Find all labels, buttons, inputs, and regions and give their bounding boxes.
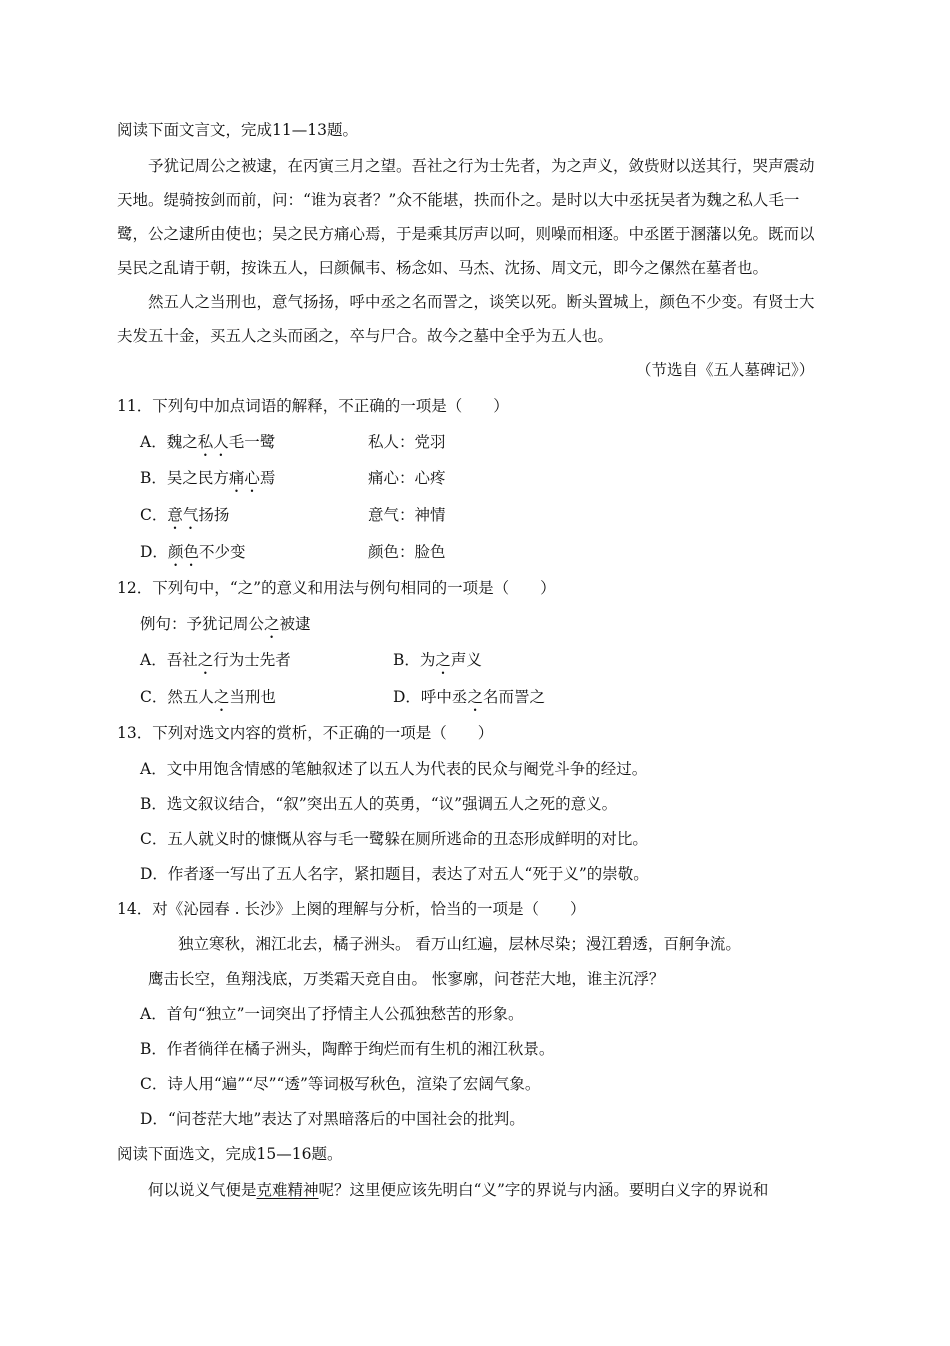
- q11-option-b: B．吴之民方痛心焉: [140, 469, 276, 487]
- q14-poem-line2: 鹰击长空，鱼翔浅底，万类霜天竞自由。 怅寥廓，问苍茫大地，谁主沉浮？: [148, 970, 665, 988]
- passage2-line1: 何以说义气便是克难精神呢？这里便应该先明白“义”字的界说与内涵。要明白义字的界说和: [148, 1181, 769, 1199]
- passage1-p2-line1: 然五人之当刑也，意气扬扬，呼中丞之名而詈之，谈笑以死。断头置城上，颜色不少变。有贤士大: [148, 293, 815, 311]
- q12-stem: 12．下列句中，“之”的意义和用法与例句相同的一项是（ ）: [117, 579, 556, 597]
- q12-option-c: C．然五人之当刑也: [140, 688, 276, 706]
- q13-option-b: B．选文叙议结合，“叙”突出五人的英勇，“议”强调五人之死的意义。: [140, 795, 618, 813]
- q11-option-d-gloss: 颜色：脸色: [368, 543, 446, 561]
- q14-option-d: D．“问苍茫大地”表达了对黑暗落后的中国社会的批判。: [140, 1110, 525, 1128]
- passage1-p1-line2: 天地。缇骑按剑而前，问：“谁为哀者？”众不能堪，抶而仆之。是时以大中丞抚吴者为魏之私人毛一: [117, 191, 800, 209]
- q11-option-b-gloss: 痛心：心疼: [368, 469, 446, 487]
- passage1-intro: 阅读下面文言文，完成11—13题。: [117, 121, 358, 139]
- q14-option-a: A．首句“独立”一词突出了抒情主人公孤独愁苦的形象。: [140, 1005, 524, 1023]
- passage1-p1-line4: 吴民之乱请于朝，按诛五人，曰颜佩韦、杨念如、马杰、沈扬、周文元，即今之傫然在墓者也。: [117, 259, 769, 277]
- q14-option-c: C．诗人用“遍”“尽”“透”等词极写秋色，渲染了宏阔气象。: [140, 1075, 541, 1093]
- q11-option-d: D．颜色不少变: [140, 543, 246, 561]
- q13-option-d: D．作者逐一写出了五人名字，紧扣题目，表达了对五人“死于义”的崇敬。: [140, 865, 649, 883]
- passage1-p1-line1: 予犹记周公之被逮，在丙寅三月之望。吾社之行为士先者，为之声义，敛赀财以送其行，哭声震动: [148, 157, 815, 175]
- passage1-source: （节选自《五人墓碑记》）: [636, 361, 815, 379]
- q14-stem: 14．对《沁园春 . 长沙》上阕的理解与分析，恰当的一项是（ ）: [117, 900, 586, 918]
- q11-option-c-gloss: 意气：神情: [368, 506, 446, 524]
- q13-option-a: A．文中用饱含情感的笔触叙述了以五人为代表的民众与阉党斗争的经过。: [140, 760, 648, 778]
- q11-stem: 11．下列句中加点词语的解释，不正确的一项是（ ）: [117, 397, 509, 415]
- q12-example: 例句：予犹记周公之被逮: [140, 615, 311, 633]
- q12-option-d: D．呼中丞之名而詈之: [393, 688, 545, 706]
- q11-option-a-gloss: 私人：党羽: [368, 433, 446, 451]
- q12-option-b: B．为之声义: [393, 651, 482, 669]
- underlined-phrase: 克难精神: [256, 1181, 319, 1199]
- q12-option-a: A．吾社之行为士先者: [140, 651, 291, 669]
- q14-poem-line1: 独立寒秋，湘江北去，橘子洲头。 看万山红遍，层林尽染；漫江碧透，百舸争流。: [178, 935, 741, 953]
- q14-option-b: B．作者徜徉在橘子洲头，陶醉于绚烂而有生机的湘江秋景。: [140, 1040, 555, 1058]
- q11-option-a: A．魏之私人毛一鹭: [140, 433, 276, 451]
- passage1-p2-line2: 夫发五十金，买五人之头而函之，卒与尸合。故今之墓中全乎为五人也。: [117, 327, 614, 345]
- passage2-intro: 阅读下面选文，完成15—16题。: [117, 1145, 343, 1163]
- q11-option-c: C．意气扬扬: [140, 506, 230, 524]
- passage1-p1-line3: 鹭，公之逮所由使也；吴之民方痛心焉，于是乘其厉声以呵，则噪而相逐。中丞匿于溷藩以免。既而以: [117, 225, 815, 243]
- q13-stem: 13．下列对选文内容的赏析，不正确的一项是（ ）: [117, 724, 494, 742]
- q13-option-c: C．五人就义时的慷慨从容与毛一鹭躲在厕所逃命的丑态形成鲜明的对比。: [140, 830, 648, 848]
